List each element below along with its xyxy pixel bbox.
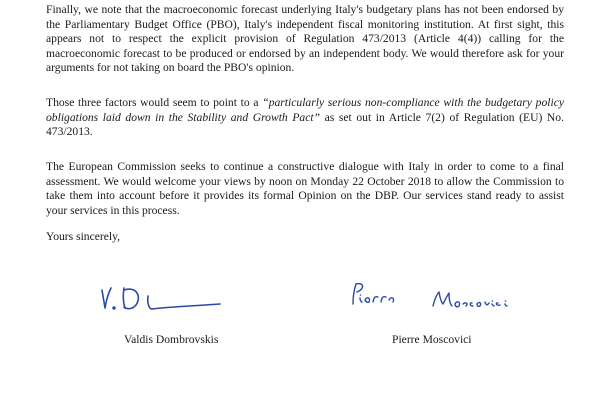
signatory-name-dombrovskis: Valdis Dombrovskis — [124, 333, 219, 346]
paragraph-non-compliance-lead: Those three factors would seem to point to a — [46, 96, 263, 109]
paragraph-non-compliance-tail: as set out in Article 7(2) of Regulation (EU) No. 473/2013. — [46, 110, 565, 139]
paragraph-non-compliance-quote: “particularly serious non-compliance with the budgetary policy obligations laid down in the Stability and Growth Pact” — [46, 96, 564, 124]
paragraph-pbo-forecast: Finally, we note that the macroeconomic forecast underlying Italy's budgetary plans has not been endorsed by the Parliamentary Budget Office (PBO), Italy's independent fiscal monitoring institution. At first sight, this appears not to respect the explicit provision of Regulation 473/2013 (Article 4(4)) calling for the macroeconomic forecast to be produced or endorsed by an independent body. We would therefore ask for your arguments for not taking on board the PBO's opinion. — [46, 3, 564, 75]
paragraph-dialogue: The European Commission seeks to continue a constructive dialogue with Italy in order to come to a final assessment. We would welcome your views by noon on Monday 22 October 2018 to allow the Commission to take them into account before it provides its formal Opinion on the DBP. Our services stand ready to assist your services in this process. — [46, 160, 564, 217]
signature-dombrovskis — [92, 278, 232, 318]
signatory-name-moscovici: Pierre Moscovici — [392, 333, 472, 346]
paragraph-non-compliance — [46, 96, 564, 140]
signature-moscovici — [345, 278, 515, 318]
closing-salutation: Yours sincerely, — [46, 230, 121, 243]
